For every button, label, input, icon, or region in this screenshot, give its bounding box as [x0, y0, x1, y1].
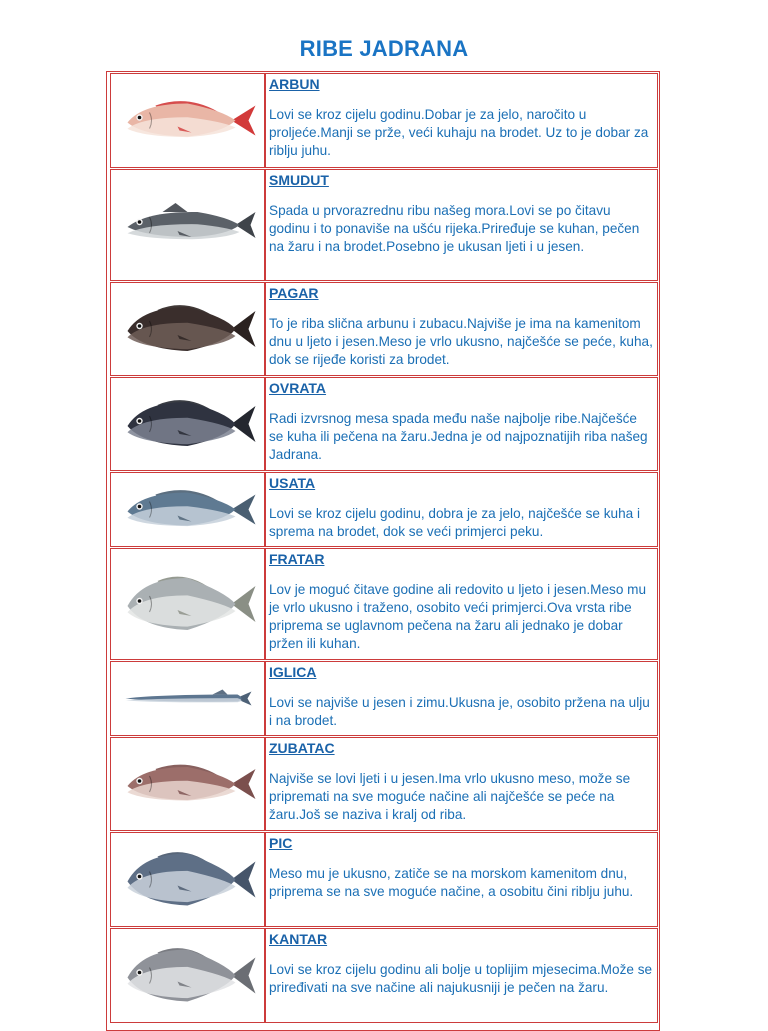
fish-name-link[interactable]: ARBUN	[269, 76, 320, 92]
fish-name-link[interactable]: IGLICA	[269, 664, 317, 680]
fish-info-cell	[265, 661, 658, 736]
fish-name-link[interactable]: FRATAR	[269, 551, 325, 567]
fish-image	[111, 378, 264, 470]
fish-description: Lov je moguć čitave godine ali redovito u ljeto i jesen.Meso mu je vrlo ukusno i traženo, osobito veći primjerci.Ova vrsta ribe priprema se uglavnom pečena na žaru ali jednako je dobar pržen ili kuhan.	[269, 582, 647, 651]
fish-image-cell	[110, 548, 265, 660]
fish-name-link[interactable]: KANTAR	[269, 931, 328, 947]
fish-description: Lovi se kroz cijelu godinu.Dobar je za jelo, naročito u proljeće.Manji se prže, veći kuhaju na brodet. Uz to je dobar za riblju juhu.	[269, 107, 649, 158]
fish-image-cell	[110, 472, 265, 547]
fish-description: Lovi se kroz cijelu godinu, dobra je za jelo, najčešće se kuha i sprema na brodet, dok se veći primjerci peku.	[269, 506, 641, 539]
fish-name-link[interactable]: SMUDUT	[269, 172, 329, 188]
fish-image-cell	[110, 377, 265, 471]
fish-info-cell	[265, 73, 658, 168]
fish-image-cell	[110, 832, 265, 927]
fish-info-cell	[265, 548, 658, 660]
fish-image-cell	[110, 661, 265, 736]
fish-info-cell	[265, 928, 658, 1023]
fish-info-cell	[265, 832, 658, 927]
fish-info-cell	[265, 472, 658, 547]
fish-image-cell	[110, 928, 265, 1023]
fish-image	[111, 662, 264, 735]
fish-name-link[interactable]: OVRATA	[269, 380, 327, 396]
fish-info-cell	[265, 377, 658, 471]
fish-description: Lovi se kroz cijelu godinu ali bolje u toplijim mjesecima.Može se priređivati na sve načine ali najukusniji je pečen na žaru.	[269, 962, 653, 995]
fish-image	[111, 549, 264, 659]
fish-info-cell	[265, 737, 658, 831]
fish-description: Najviše se lovi ljeti i u jesen.Ima vrlo ukusno meso, može se pripremati na sve moguće načine ali najčešće se peće na žaru.Još se naziva i kralj od riba.	[269, 771, 631, 822]
fish-image	[111, 738, 264, 830]
page-title: RIBE JADRANA	[299, 36, 469, 61]
fish-image	[111, 283, 264, 375]
fish-description: Meso mu je ukusno, zatiče se na morskom kamenitom dnu, priprema se na sve moguće načine, a osobitu čini riblju juhu.	[269, 866, 634, 899]
fish-image	[111, 74, 264, 167]
fish-image	[111, 170, 264, 280]
fish-image-cell	[110, 737, 265, 831]
fish-name-link[interactable]: ZUBATAC	[269, 740, 335, 756]
fish-name-link[interactable]: PAGAR	[269, 285, 319, 301]
fish-description: Radi izvrsnog mesa spada među naše najbolje ribe.Najčešće se kuha ili pečena na žaru.Jedna je od najpoznatijih riba našeg Jadrana.	[269, 411, 648, 462]
fish-table	[106, 71, 660, 1031]
fish-image	[111, 473, 264, 546]
fish-description: Lovi se najviše u jesen i zimu.Ukusna je, osobito pržena na ulju i na brodet.	[269, 695, 650, 728]
fish-info-cell	[265, 282, 658, 376]
fish-name-link[interactable]: PIC	[269, 835, 293, 851]
fish-name-link[interactable]: USATA	[269, 475, 316, 491]
fish-description: Spada u prvorazrednu ribu našeg mora.Lovi se po čitavu godinu i to ponaviše na ušću rijeka.Priređuje se kuhan, pečen na žaru i na brodet.Posebno je ukusan ljeti i u jesen.	[269, 203, 640, 254]
fish-info-cell	[265, 169, 658, 281]
fish-image-cell	[110, 282, 265, 376]
fish-image-cell	[110, 73, 265, 168]
fish-description: To je riba slična arbunu i zubacu.Najviše je ima na kamenitom dnu u ljeto i jesen.Meso je vrlo ukusno, najčešće se peće, kuha, dok se rijeđe koristi za brodet.	[269, 316, 653, 367]
fish-image-cell	[110, 169, 265, 281]
fish-image	[111, 833, 264, 926]
fish-image	[111, 929, 264, 1022]
